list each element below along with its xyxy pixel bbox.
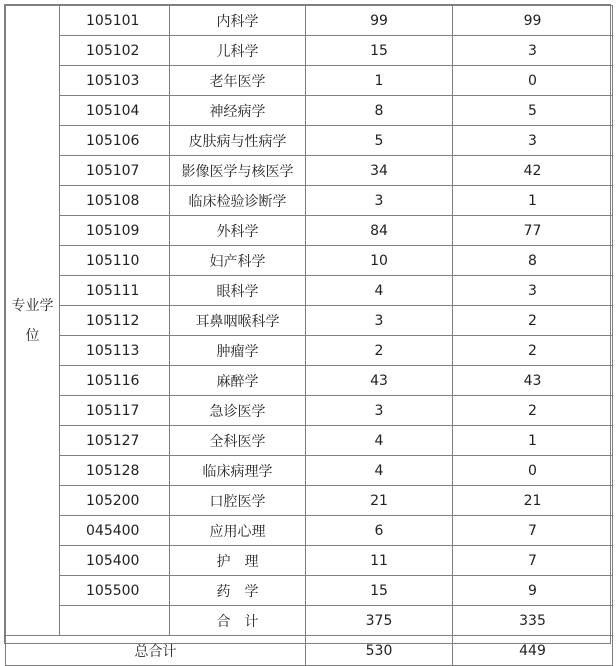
value-col-2: 9 (453, 576, 613, 606)
value-col-2: 3 (453, 276, 613, 306)
value-col-1: 8 (306, 96, 453, 126)
value-col-1: 34 (306, 156, 453, 186)
major-name: 肿瘤学 (170, 336, 306, 366)
major-name: 全科医学 (170, 426, 306, 456)
major-code: 105127 (60, 426, 170, 456)
value-col-1: 15 (306, 576, 453, 606)
major-name: 耳鼻咽喉科学 (170, 306, 306, 336)
major-name: 神经病学 (170, 96, 306, 126)
table-row (6, 66, 613, 96)
major-code: 105107 (60, 156, 170, 186)
value-col-2: 2 (453, 306, 613, 336)
major-code: 105128 (60, 456, 170, 486)
value-col-2: 21 (453, 486, 613, 516)
value-col-2: 0 (453, 456, 613, 486)
major-name: 临床检验诊断学 (170, 186, 306, 216)
table-row (6, 36, 613, 66)
value-col-2: 1 (453, 426, 613, 456)
subtotal-value-1: 375 (306, 606, 453, 636)
major-code: 105200 (60, 486, 170, 516)
grand-total-label: 总合计 (6, 636, 306, 666)
table-row (6, 306, 613, 336)
major-name: 口腔医学 (170, 486, 306, 516)
value-col-1: 84 (306, 216, 453, 246)
table-row (6, 516, 613, 546)
major-name: 外科学 (170, 216, 306, 246)
grand-total-row (6, 636, 613, 666)
major-name: 影像医学与核医学 (170, 156, 306, 186)
major-code: 105106 (60, 126, 170, 156)
value-col-2: 0 (453, 66, 613, 96)
major-code: 105104 (60, 96, 170, 126)
grand-total-value-1: 530 (306, 636, 453, 666)
major-code: 105116 (60, 366, 170, 396)
value-col-2: 43 (453, 366, 613, 396)
major-name: 内科学 (170, 6, 306, 36)
category-cell (6, 6, 60, 636)
major-name: 眼科学 (170, 276, 306, 306)
subtotal-empty-code (60, 606, 170, 636)
table-row (6, 336, 613, 366)
major-name: 妇产科学 (170, 246, 306, 276)
major-name: 急诊医学 (170, 396, 306, 426)
major-code: 105103 (60, 66, 170, 96)
enrollment-table-container (4, 4, 611, 660)
table-row (6, 186, 613, 216)
value-col-1: 11 (306, 546, 453, 576)
major-name: 儿科学 (170, 36, 306, 66)
table-row (6, 576, 613, 606)
value-col-1: 43 (306, 366, 453, 396)
major-name: 皮肤病与性病学 (170, 126, 306, 156)
category-label: 专业学位 (11, 297, 54, 344)
value-col-2: 7 (453, 516, 613, 546)
table-row (6, 426, 613, 456)
value-col-1: 3 (306, 396, 453, 426)
value-col-2: 3 (453, 36, 613, 66)
value-col-1: 10 (306, 246, 453, 276)
table-row (6, 456, 613, 486)
value-col-1: 21 (306, 486, 453, 516)
major-code: 105101 (60, 6, 170, 36)
major-code: 105109 (60, 216, 170, 246)
value-col-2: 7 (453, 546, 613, 576)
major-code: 105110 (60, 246, 170, 276)
value-col-2: 77 (453, 216, 613, 246)
table-row (6, 156, 613, 186)
major-code: 105113 (60, 336, 170, 366)
major-code: 105112 (60, 306, 170, 336)
value-col-2: 42 (453, 156, 613, 186)
value-col-2: 3 (453, 126, 613, 156)
major-code: 105102 (60, 36, 170, 66)
table-body (6, 6, 613, 666)
value-col-2: 2 (453, 396, 613, 426)
major-code: 105400 (60, 546, 170, 576)
major-code: 105108 (60, 186, 170, 216)
value-col-2: 2 (453, 336, 613, 366)
table-row (6, 96, 613, 126)
table-row (6, 276, 613, 306)
value-col-1: 4 (306, 456, 453, 486)
value-col-1: 6 (306, 516, 453, 546)
table-row (6, 546, 613, 576)
subtotal-label: 合 计 (170, 606, 306, 636)
major-name: 老年医学 (170, 66, 306, 96)
subtotal-row (6, 606, 613, 636)
subtotal-value-2: 335 (453, 606, 613, 636)
value-col-2: 5 (453, 96, 613, 126)
value-col-1: 4 (306, 426, 453, 456)
value-col-2: 99 (453, 6, 613, 36)
table-row (6, 486, 613, 516)
value-col-2: 1 (453, 186, 613, 216)
major-name: 麻醉学 (170, 366, 306, 396)
major-code: 105117 (60, 396, 170, 426)
table-row (6, 216, 613, 246)
value-col-1: 1 (306, 66, 453, 96)
major-name: 临床病理学 (170, 456, 306, 486)
value-col-2: 8 (453, 246, 613, 276)
major-code: 045400 (60, 516, 170, 546)
table-row (6, 126, 613, 156)
value-col-1: 4 (306, 276, 453, 306)
major-name: 药 学 (170, 576, 306, 606)
major-code: 105111 (60, 276, 170, 306)
major-name: 应用心理 (170, 516, 306, 546)
major-name: 护 理 (170, 546, 306, 576)
enrollment-table (5, 5, 613, 666)
value-col-1: 15 (306, 36, 453, 66)
table-row (6, 246, 613, 276)
value-col-1: 99 (306, 6, 453, 36)
grand-total-value-2: 449 (453, 636, 613, 666)
table-row (6, 6, 613, 36)
value-col-1: 3 (306, 186, 453, 216)
major-code: 105500 (60, 576, 170, 606)
table-row (6, 396, 613, 426)
value-col-1: 2 (306, 336, 453, 366)
value-col-1: 5 (306, 126, 453, 156)
value-col-1: 3 (306, 306, 453, 336)
table-row (6, 366, 613, 396)
